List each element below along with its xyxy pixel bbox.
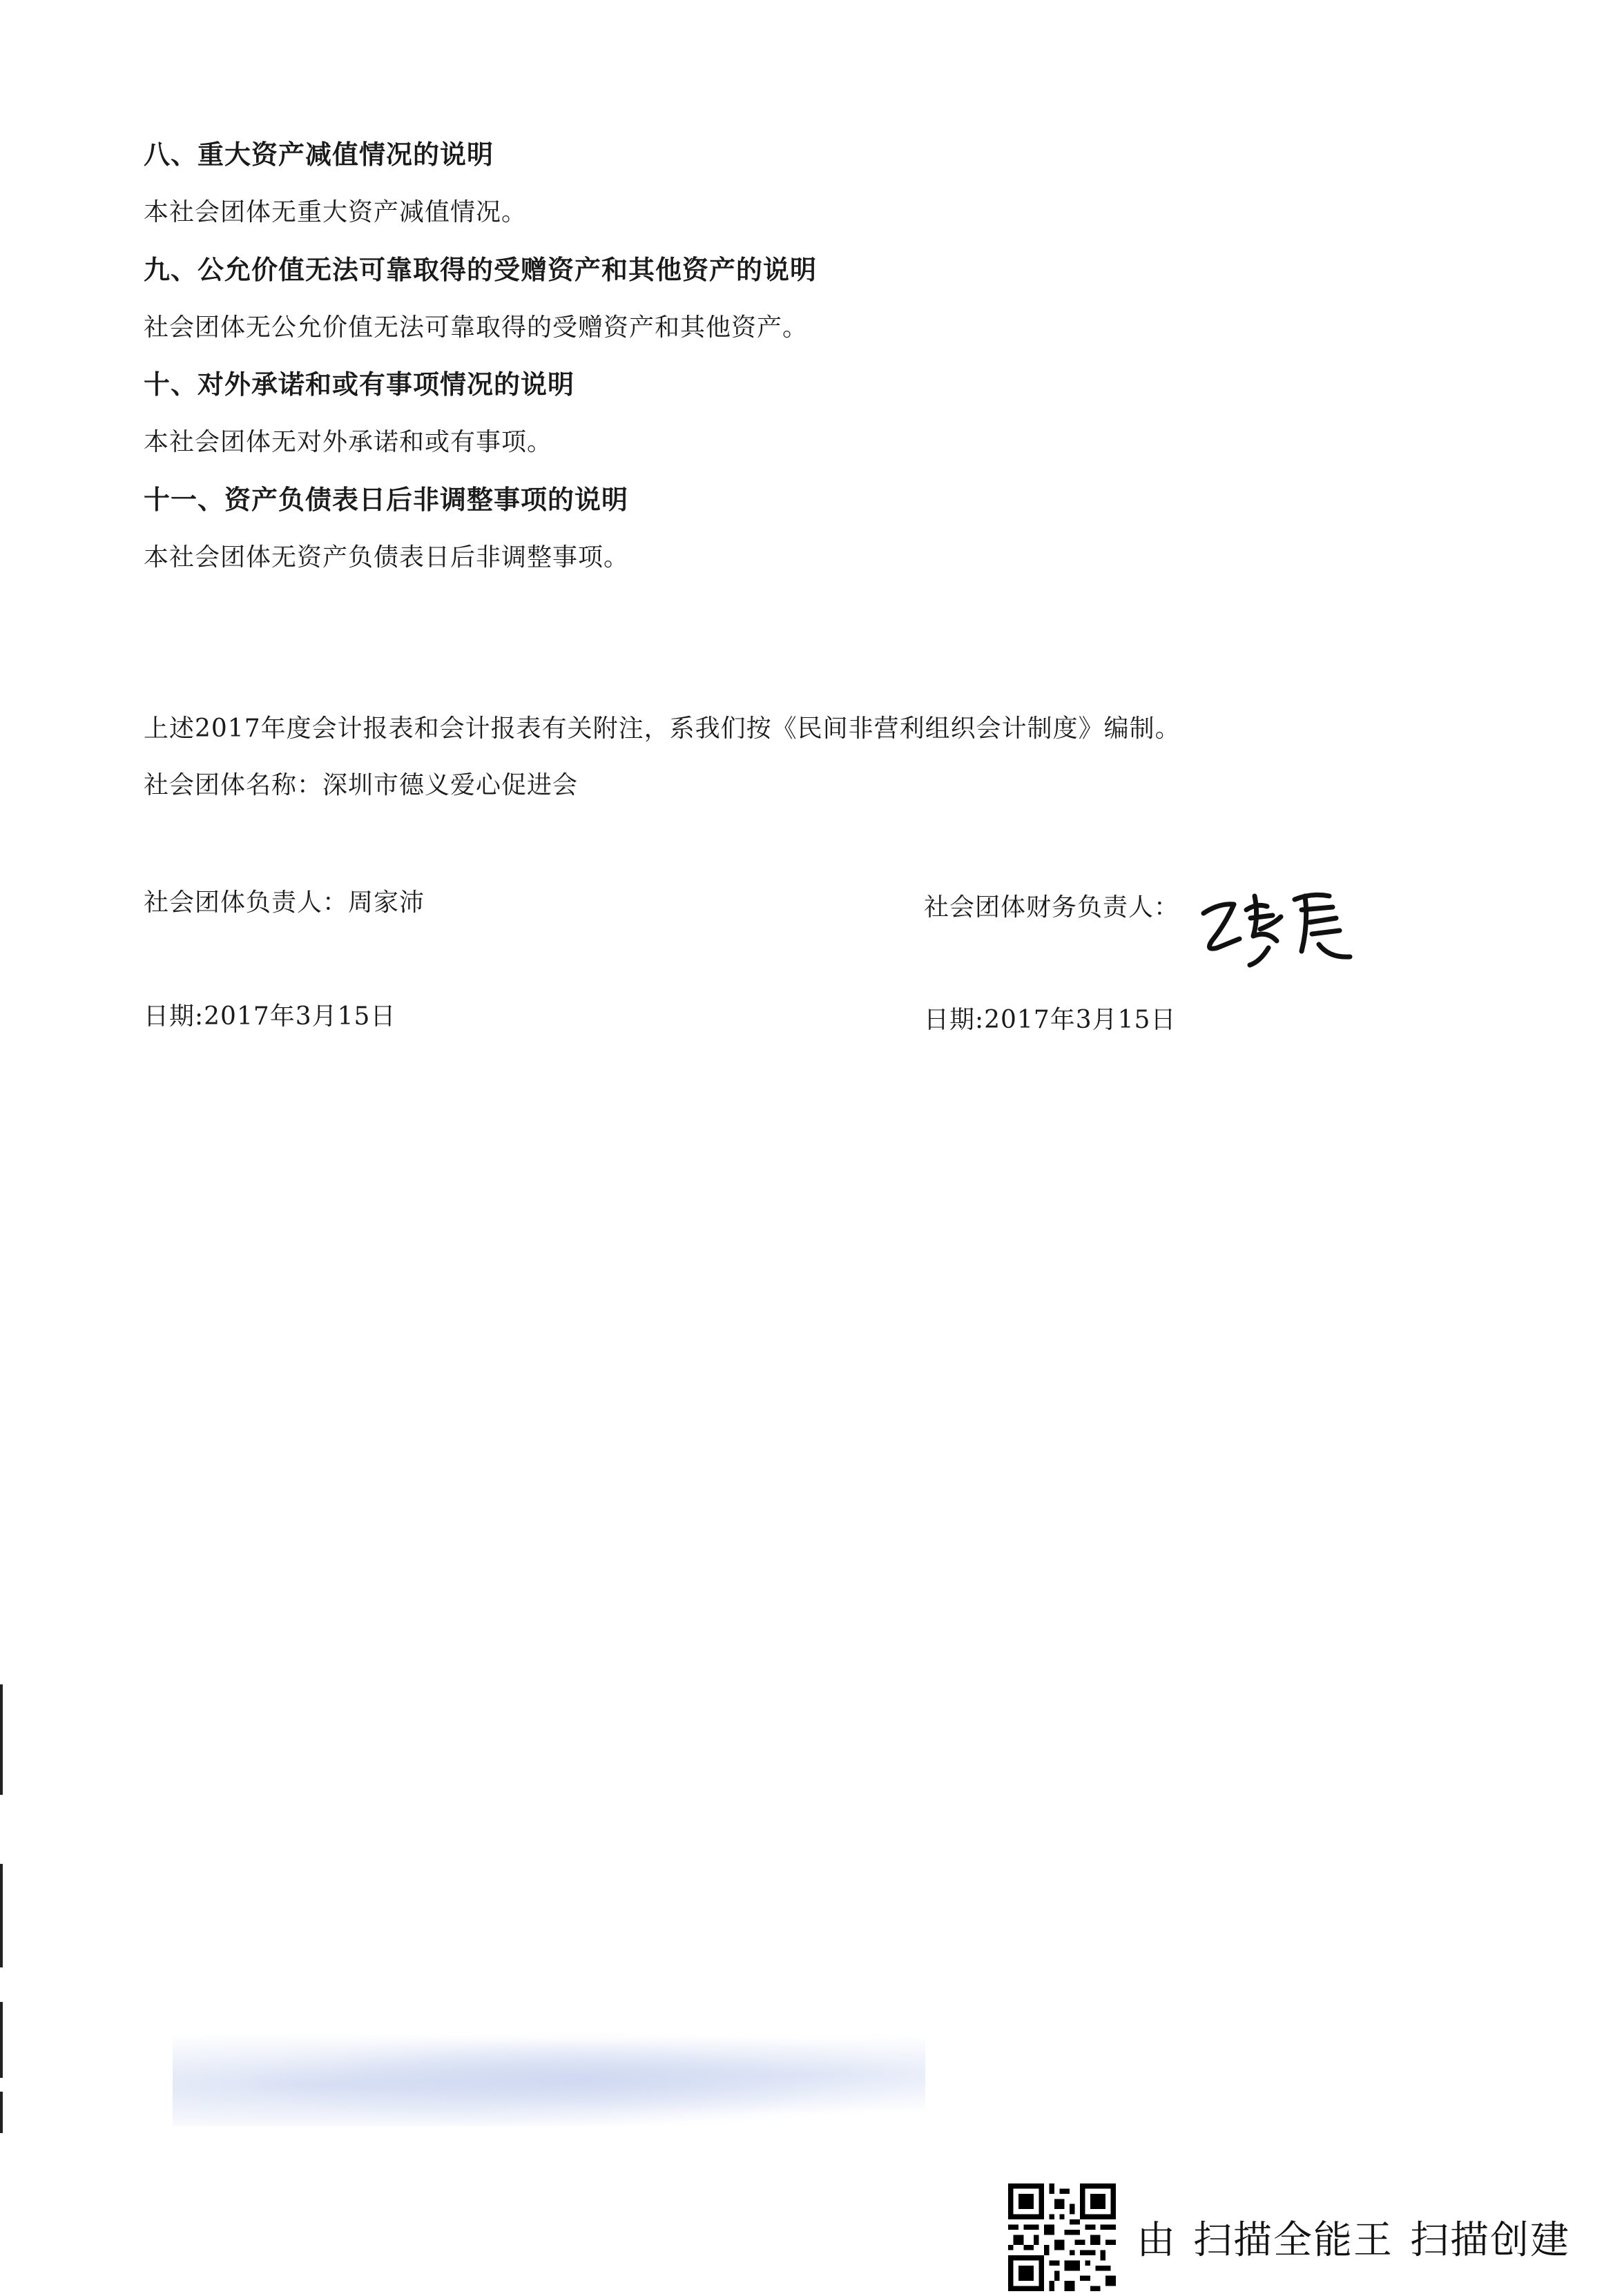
section-heading: 十、对外承诺和或有事项情况的说明 — [144, 369, 575, 400]
scan-edge-mark — [0, 1864, 3, 1967]
qr-code-icon — [1008, 2183, 1116, 2291]
section-heading: 九、公允价值无法可靠取得的受赠资产和其他资产的说明 — [144, 255, 818, 285]
section-text: 本社会团体无重大资产减值情况。 — [144, 198, 528, 226]
finance-leader-date: 日期:2017年3月15日 — [924, 1006, 1177, 1034]
scanner-credit — [1137, 2210, 1570, 2265]
leader-date: 日期:2017年3月15日 — [144, 1002, 396, 1031]
finance-leader-label: 社会团体财务负责人： — [924, 893, 1180, 922]
scan-edge-mark — [0, 2092, 3, 2133]
section-heading: 十一、资产负债表日后非调整事项的说明 — [144, 485, 629, 515]
section-text: 本社会团体无对外承诺和或有事项。 — [144, 428, 553, 456]
statement-text: 上述2017年度会计报表和会计报表有关附注，系我们按《民间非营利组织会计制度》编制。 — [144, 714, 1181, 743]
footer-app-name: 扫描全能王 — [1193, 2218, 1393, 2263]
section-text: 本社会团体无资产负债表日后非调整事项。 — [144, 543, 630, 572]
scan-smudge — [173, 2023, 925, 2126]
handwritten-signature — [1191, 875, 1364, 972]
footer-suffix: 扫描创建 — [1410, 2218, 1570, 2263]
leader-label: 社会团体负责人：周家沛 — [144, 888, 425, 917]
footer-prefix: 由 — [1137, 2218, 1177, 2263]
section-text: 社会团体无公允价值无法可靠取得的受赠资产和其他资产。 — [144, 313, 809, 342]
scan-edge-mark — [0, 2002, 3, 2078]
scan-edge-mark — [0, 1684, 3, 1795]
org-name: 社会团体名称：深圳市德义爱心促进会 — [144, 771, 579, 799]
section-heading: 八、重大资产减值情况的说明 — [144, 139, 494, 170]
scanner-footer — [1008, 2181, 1570, 2293]
